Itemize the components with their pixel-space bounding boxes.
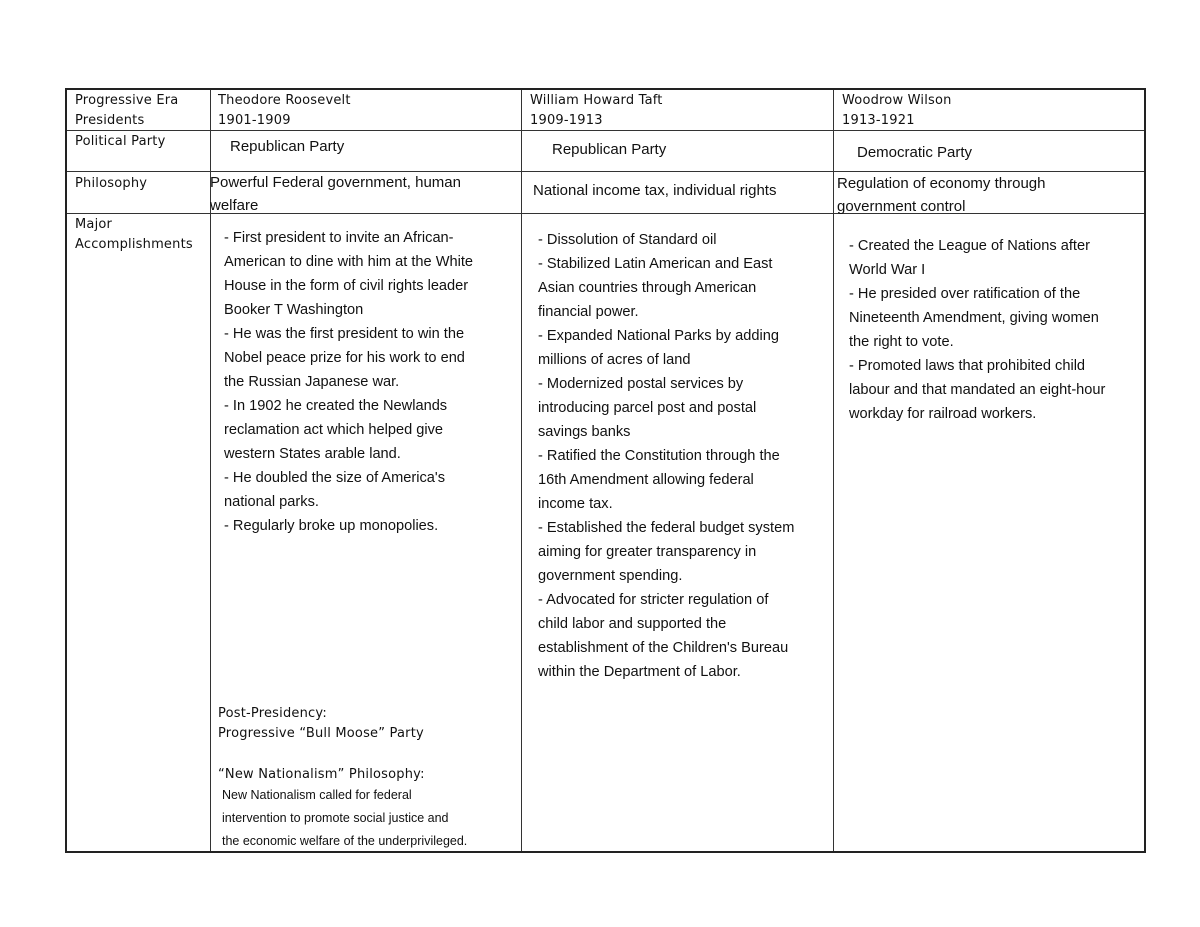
list-item: introducing parcel post and postal <box>538 400 757 416</box>
list-item: - Created the League of Nations after <box>849 238 1090 254</box>
accomplishments-label-line-1: Major <box>75 217 113 232</box>
list-item: labour and that mandated an eight-hour <box>849 382 1106 398</box>
taft-name: William Howard Taft <box>530 93 663 108</box>
description-line: the economic welfare of the underprivileged. <box>222 834 468 848</box>
list-item: child labor and supported the <box>538 616 727 632</box>
list-item: government spending. <box>538 568 683 584</box>
list-item: - Dissolution of Standard oil <box>538 232 717 248</box>
list-item: millions of acres of land <box>538 352 691 368</box>
list-item: within the Department of Labor. <box>538 664 741 680</box>
wilson-philosophy-line-1: Regulation of economy through <box>837 175 1046 192</box>
list-item: American to dine with him at the White <box>224 254 474 270</box>
accomplishments-label-line-2: Accomplishments <box>75 237 193 252</box>
post-presidency-block <box>218 704 518 744</box>
accomplishments-label <box>75 215 193 255</box>
column-divider <box>833 90 834 851</box>
list-item: 16th Amendment allowing federal <box>538 472 754 488</box>
roosevelt-years: 1901-1909 <box>218 113 291 128</box>
roosevelt-accomplishments <box>224 226 519 538</box>
list-item: workday for railroad workers. <box>849 406 1037 422</box>
list-item: - In 1902 he created the Newlands <box>224 398 448 414</box>
list-item: - Stabilized Latin American and East <box>538 256 773 272</box>
taft-philosophy: National income tax, individual rights <box>533 182 777 199</box>
column-divider <box>521 90 522 851</box>
list-item: Booker T Washington <box>224 302 364 318</box>
new-nationalism-description <box>222 784 520 853</box>
roosevelt-philosophy-line-2: welfare <box>210 197 259 214</box>
list-item: - Promoted laws that prohibited child <box>849 358 1086 374</box>
list-item: - Advocated for stricter regulation of <box>538 592 769 608</box>
list-item: House in the form of civil rights leader <box>224 278 469 294</box>
list-item: Nobel peace prize for his work to end <box>224 350 465 366</box>
header-label-line-2: Presidents <box>75 113 145 128</box>
list-item: - First president to invite an African- <box>224 230 454 246</box>
list-item: - Established the federal budget system <box>538 520 795 536</box>
new-nationalism-heading: “New Nationalism” Philosophy: <box>218 767 425 782</box>
roosevelt-name: Theodore Roosevelt <box>218 93 351 108</box>
description-line: intervention to promote social justice and <box>222 811 449 825</box>
list-item: - He presided over ratification of the <box>849 286 1081 302</box>
header-label-line-1: Progressive Era <box>75 93 179 108</box>
list-item: savings banks <box>538 424 631 440</box>
wilson-accomplishments <box>849 234 1144 426</box>
list-item: - Ratified the Constitution through the <box>538 448 780 464</box>
roosevelt-party: Republican Party <box>230 138 345 155</box>
list-item: World War I <box>849 262 926 278</box>
list-item: establishment of the Children's Bureau <box>538 640 789 656</box>
party-label: Political Party <box>75 134 166 149</box>
header-roosevelt-cell <box>218 91 518 131</box>
list-item: - Expanded National Parks by adding <box>538 328 779 344</box>
roosevelt-philosophy <box>210 171 520 217</box>
list-item: reclamation act which helped give <box>224 422 444 438</box>
presidents-table <box>65 88 1146 853</box>
list-item: Nineteenth Amendment, giving women <box>849 310 1099 326</box>
list-item: - He doubled the size of America's <box>224 470 445 486</box>
list-item: Asian countries through American <box>538 280 757 296</box>
list-item: financial power. <box>538 304 639 320</box>
list-item: the Russian Japanese war. <box>224 374 400 390</box>
roosevelt-philosophy-line-1: Powerful Federal government, human <box>210 174 461 191</box>
header-wilson-cell <box>842 91 1142 131</box>
philosophy-label: Philosophy <box>75 176 148 191</box>
taft-party: Republican Party <box>552 141 667 158</box>
description-line: New Nationalism called for federal <box>222 788 412 802</box>
list-item: - Modernized postal services by <box>538 376 744 392</box>
list-item: - He was the first president to win the <box>224 326 465 342</box>
list-item: the right to vote. <box>849 334 954 350</box>
wilson-philosophy-line-2: government control <box>837 198 966 215</box>
wilson-philosophy <box>837 172 1147 218</box>
wilson-years: 1913-1921 <box>842 113 915 128</box>
list-item: aiming for greater transparency in <box>538 544 757 560</box>
taft-accomplishments <box>538 228 831 684</box>
post-presidency-heading: Post-Presidency: <box>218 706 327 721</box>
header-label-cell <box>75 91 207 131</box>
list-item: national parks. <box>224 494 319 510</box>
taft-years: 1909-1913 <box>530 113 603 128</box>
list-item: western States arable land. <box>224 446 401 462</box>
list-item: - Regularly broke up monopolies. <box>224 518 439 534</box>
list-item: income tax. <box>538 496 613 512</box>
wilson-party: Democratic Party <box>857 144 973 161</box>
wilson-name: Woodrow Wilson <box>842 93 952 108</box>
header-taft-cell <box>530 91 830 131</box>
post-presidency-party: Progressive “Bull Moose” Party <box>218 726 424 741</box>
